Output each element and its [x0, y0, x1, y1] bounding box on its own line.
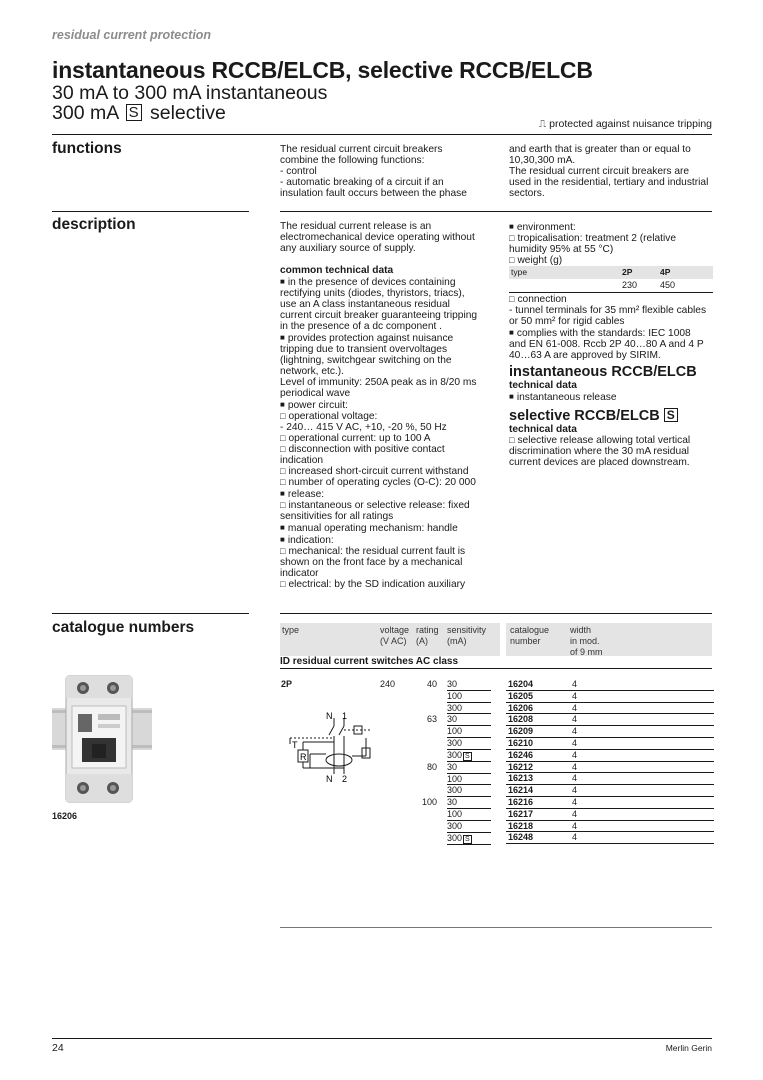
text-line-content: environment:: [516, 222, 576, 233]
text-line-content: power circuit:: [287, 400, 348, 411]
sensitivity-cell: [447, 808, 491, 820]
text-line-content: current circuit breaker guaranteeing tripping: [280, 310, 478, 321]
text-line: insulation fault occurs between the phase: [280, 188, 467, 199]
description-label: description: [52, 216, 136, 233]
rating-cell: [410, 773, 447, 785]
description-col2: [509, 221, 714, 468]
connection-list: [509, 294, 714, 361]
width-cell: 4: [572, 820, 714, 832]
filled-square-bullet-icon: [280, 400, 288, 411]
text-line-content: provides protection against nuisance: [287, 333, 454, 344]
divider-description-right: [280, 211, 712, 212]
diagram-label-n-bottom: N: [326, 774, 333, 784]
rating-cell: [410, 820, 447, 832]
text-line-content: release:: [287, 489, 325, 500]
text-line-content: and EN 61-008. Rccb 2P 40…80 A and 4 P: [509, 339, 704, 350]
nuisance-note: [539, 118, 712, 131]
selective-title: [509, 408, 714, 424]
text-line-content: sensitivities for all ratings: [280, 511, 394, 522]
sensitivity-cell: [447, 761, 491, 773]
rating-cell: [410, 749, 447, 761]
text-line: [280, 534, 502, 546]
sensitivity-value: 300: [447, 832, 463, 843]
text-line: [509, 446, 714, 457]
text-line-content: discrimination where the 30 mA residual: [509, 446, 690, 457]
width-cell: 4: [572, 726, 714, 738]
width-cell: 4: [572, 808, 714, 820]
text-line: [280, 579, 502, 590]
table-row: [506, 749, 714, 761]
table-row: [506, 761, 714, 773]
catalogue-header-right: [506, 623, 712, 656]
text-line: [509, 294, 714, 305]
subtitle-selective-label: selective: [150, 102, 226, 124]
common-data-title: common technical data: [280, 265, 394, 276]
selective-title-text: selective RCCB/ELCB: [509, 408, 660, 424]
weight-header-4p: 4P: [660, 267, 671, 277]
weight-value-4p: 450: [659, 279, 713, 293]
text-line: 10,30,300 mA.: [509, 155, 576, 166]
text-line-content: - 240… 415 V AC, +10, -20 %, 50 Hz: [280, 422, 447, 433]
width-cell: 4: [572, 679, 714, 690]
rating-cell: [410, 832, 447, 844]
sensitivity-cell: [447, 714, 491, 726]
text-line-content: use an A class instantaneous residual: [280, 299, 450, 310]
sensitivity-value: 300: [447, 749, 463, 760]
text-line-content: selective release allowing total vertical: [517, 435, 691, 446]
text-line: and earth that is greater than or equal to: [509, 144, 691, 155]
text-line: combine the following functions:: [280, 155, 425, 166]
sensitivity-value: 300: [447, 737, 463, 748]
divider-description-left: [52, 211, 249, 212]
table-row: [410, 749, 491, 761]
sensitivity-cell: [447, 797, 491, 809]
functions-label: functions: [52, 140, 122, 157]
text-line: [280, 433, 502, 444]
divider-catalogue-left: [52, 613, 249, 614]
nuisance-text: protected against nuisance tripping: [549, 118, 712, 130]
text-line: [509, 233, 714, 244]
subtitle-value: 300 mA: [52, 102, 119, 124]
header-voltage: [380, 625, 409, 647]
text-line: [509, 221, 714, 233]
selective-s-mark: S: [126, 104, 142, 121]
text-line: [280, 310, 502, 321]
text-line: any auxiliary source of supply.: [280, 243, 416, 254]
filled-square-bullet-icon: [280, 277, 288, 288]
group-title-underline: [280, 668, 712, 669]
text-line: [280, 377, 502, 388]
text-line: [509, 255, 714, 266]
text-line: The residual current circuit breakers: [280, 144, 443, 155]
rating-cell: [410, 702, 447, 714]
description-col1: [280, 221, 502, 590]
section-title: residual current protection: [52, 28, 212, 42]
header-width: [570, 625, 603, 658]
text-line: [280, 321, 502, 332]
table-row: [410, 761, 491, 773]
instantaneous-technical-data: technical data: [509, 380, 577, 391]
text-line-content: or 50 mm² for rigid cables: [509, 316, 625, 327]
table-row: [506, 726, 714, 738]
text-line-content: complies with the standards: IEC 1008: [516, 328, 691, 339]
weight-value-2p: 230: [621, 279, 659, 293]
table-row: [410, 832, 491, 844]
table-row: [410, 714, 491, 726]
table-row: [410, 737, 491, 749]
text-line: [509, 339, 714, 350]
functions-col2: [509, 144, 719, 199]
nuisance-wave-icon: ⎍: [538, 118, 547, 130]
sensitivity-value: 300: [447, 785, 463, 796]
catalogue-number-cell: 16246: [506, 749, 572, 761]
rating-cell: 100: [421, 797, 437, 808]
header-catalogue-unit: number: [510, 636, 541, 646]
text-line-content: tropicalisation: treatment 2 (relative: [517, 233, 676, 244]
rating-sensitivity-table: [410, 679, 491, 845]
text-line-content: indication: [280, 455, 324, 466]
text-line: [280, 522, 502, 534]
text-line-content: rectifying units (diodes, thyristors, triacs),: [280, 288, 465, 299]
text-line-content: humidity 95% at 55 °C): [509, 244, 614, 255]
weight-header-2p: 2P: [622, 267, 633, 277]
text-line: [280, 466, 502, 477]
group-title: ID residual current switches AC class: [280, 656, 459, 667]
sensitivity-value: 300: [447, 820, 463, 831]
width-cell: 4: [572, 714, 714, 726]
text-line-content: number of operating cycles (O-C): 20 000: [288, 477, 476, 488]
text-line: The residual current circuit breakers are: [509, 166, 690, 177]
text-line-content: indicator: [280, 568, 319, 579]
sensitivity-value: 100: [447, 808, 463, 819]
table-row: [410, 773, 491, 785]
text-line: [280, 276, 502, 288]
text-line-content: operational current: up to 100 A: [288, 433, 431, 444]
sensitivity-cell: [447, 679, 491, 690]
width-cell: 4: [572, 785, 714, 797]
text-line: The residual current release is an: [280, 221, 432, 232]
text-line-content: - tunnel terminals for 35 mm² flexible cables: [509, 305, 707, 316]
text-line: [280, 411, 502, 422]
text-line: electromechanical device operating without: [280, 232, 475, 243]
catalogue-number-cell: 16213: [506, 773, 572, 785]
table-row: [506, 702, 714, 714]
table-row: [410, 797, 491, 809]
catalogue-number-cell: 16206: [506, 702, 572, 714]
text-line-content: disconnection with positive contact: [288, 444, 445, 455]
table-row: [410, 808, 491, 820]
catalogue-label: catalogue numbers: [52, 619, 195, 636]
catalogue-number-cell: 16216: [506, 796, 572, 808]
text-line: [280, 511, 502, 522]
filled-square-bullet-icon: [280, 535, 288, 546]
table-row: [506, 785, 714, 797]
text-line: [280, 399, 502, 411]
diagram-label-t: T: [292, 740, 298, 750]
diagram-label-n-top: N: [326, 711, 333, 721]
weight-value-type: [509, 279, 621, 293]
header-width-unit: in mod.: [570, 636, 600, 646]
rccb-product-image: [52, 670, 152, 805]
footer-divider: [52, 1038, 712, 1039]
wiring-diagram-svg: [282, 708, 388, 784]
text-line: [280, 355, 502, 366]
bullet-icon: [509, 392, 517, 403]
text-line: [280, 477, 502, 488]
text-line-content: tripping due to transient overvoltages: [280, 344, 448, 355]
sensitivity-cell: [447, 702, 491, 714]
text-line: [280, 557, 502, 568]
rating-cell: [410, 726, 447, 738]
text-line-content: network, etc.).: [280, 366, 344, 377]
table-row: [506, 773, 714, 785]
text-line: - control: [280, 166, 317, 177]
divider-catalogue-end: [280, 927, 712, 928]
selective-s-icon: S: [465, 835, 470, 843]
text-line: [280, 444, 502, 455]
selective-s-icon: S: [465, 752, 470, 760]
page-number: 24: [52, 1042, 64, 1054]
text-line-content: weight (g): [517, 255, 563, 266]
sensitivity-cell: [447, 820, 491, 832]
header-width-unit2: of 9 mm: [570, 647, 603, 657]
brand-name: Merlin Gerin: [665, 1043, 712, 1053]
rating-cell: 63: [426, 714, 437, 725]
text-line: [280, 568, 502, 579]
text-line-content: current devices are placed downstream.: [509, 457, 690, 468]
text-line: [280, 332, 502, 344]
text-line-content: in the presence of a dc component .: [280, 321, 442, 332]
table-row: [410, 820, 491, 832]
rating-cell: [410, 785, 447, 797]
sensitivity-value: 300: [447, 702, 463, 713]
text-line: [509, 316, 714, 327]
table-row: [506, 737, 714, 749]
width-cell: 4: [572, 773, 714, 785]
sensitivity-cell: [447, 737, 491, 749]
header-type: type: [282, 625, 300, 635]
table-row: [410, 702, 491, 714]
subtitle-instantaneous: 30 mA to 300 mA instantaneous: [52, 82, 328, 104]
rating-cell: [410, 808, 447, 820]
sensitivity-cell: [447, 726, 491, 738]
catalogue-number-cell: 16209: [506, 726, 572, 738]
text-line-content: mechanical: the residual current fault is: [288, 546, 466, 557]
width-cell: 4: [572, 690, 714, 702]
header-catalogue: [510, 625, 549, 647]
text-line: [280, 344, 502, 355]
divider-catalogue-right: [280, 613, 712, 614]
text-line: [509, 327, 714, 339]
text-line: sectors.: [509, 188, 545, 199]
filled-square-bullet-icon: [509, 328, 517, 339]
width-cell: 4: [572, 796, 714, 808]
product-image-caption: 16206: [52, 811, 78, 821]
catalogue-number-cell: 16214: [506, 785, 572, 797]
sensitivity-cell: [447, 690, 491, 702]
catalogue-number-cell: 16210: [506, 737, 572, 749]
text-line-content: in the presence of devices containing: [287, 277, 456, 288]
text-line: [280, 288, 502, 299]
catalogue-rows-left: [410, 679, 491, 845]
table-row: [506, 796, 714, 808]
catalogue-number-cell: 16208: [506, 714, 572, 726]
weight-header-type: type: [511, 267, 528, 277]
catalogue-rows-right: [506, 679, 714, 844]
text-line-content: operational voltage:: [288, 411, 378, 422]
rccb-product-photo: [52, 670, 152, 805]
text-line: [509, 457, 714, 468]
catalogue-number-cell: 16205: [506, 690, 572, 702]
text-line: [509, 244, 714, 255]
table-row: [506, 679, 714, 690]
text-line-content: electrical: by the SD indication auxiliary: [288, 579, 466, 590]
text-line-content: periodical wave: [280, 388, 351, 399]
text-line-content: instantaneous or selective release: fixed: [288, 500, 470, 511]
header-sensitivity: [447, 625, 486, 647]
text-line: [280, 366, 502, 377]
header-voltage-unit: (V AC): [380, 636, 407, 646]
catalogue-number-cell: 16248: [506, 832, 572, 844]
catalogue-number-cell: 16204: [506, 679, 572, 690]
rating-cell: 40: [426, 679, 437, 690]
text-line-content: connection: [517, 294, 567, 305]
table-row: [410, 690, 491, 702]
text-line: [509, 350, 714, 361]
table-row: [506, 714, 714, 726]
catalogue-voltage: 240: [380, 679, 396, 689]
rating-cell: [410, 737, 447, 749]
text-line: [280, 546, 502, 557]
selective-technical-data: technical data: [509, 424, 577, 435]
filled-square-bullet-icon: [280, 523, 288, 534]
rating-cell: [410, 690, 447, 702]
wiring-diagram: [282, 708, 388, 784]
catalogue-number-cell: 16217: [506, 808, 572, 820]
catalogue-number-table: [506, 679, 714, 844]
table-row: [506, 832, 714, 844]
text-line: [509, 305, 714, 316]
header-voltage-label: voltage: [380, 625, 410, 635]
sensitivity-cell: [447, 749, 491, 761]
text-line: [280, 299, 502, 310]
weight-table: [509, 266, 713, 293]
diagram-label-2: 2: [342, 774, 348, 784]
instantaneous-item-text: instantaneous release: [516, 392, 617, 403]
width-cell: 4: [572, 761, 714, 773]
text-line: [280, 422, 502, 433]
table-row: [506, 808, 714, 820]
sensitivity-value: 30: [447, 714, 458, 725]
text-line: [280, 388, 502, 399]
table-row: [410, 679, 491, 690]
text-line: [280, 488, 502, 500]
text-line-content: indication:: [287, 535, 334, 546]
rating-cell: 80: [426, 761, 437, 772]
description-intro: [280, 221, 502, 254]
subtitle-selective: [52, 103, 226, 124]
functions-col1: [280, 144, 500, 199]
header-sensitivity-unit: (mA): [447, 636, 467, 646]
filled-square-bullet-icon: [280, 333, 288, 344]
text-line-content: increased short-circuit current withstand: [288, 466, 469, 477]
sensitivity-cell: [447, 832, 491, 844]
text-line-content: (lightning, switchgear switching on the: [280, 355, 452, 366]
width-cell: 4: [572, 832, 714, 844]
instantaneous-item: [509, 391, 714, 403]
header-sensitivity-label: sensitivity: [447, 625, 487, 635]
width-cell: 4: [572, 737, 714, 749]
selective-list: [509, 435, 714, 468]
header-rating-label: rating: [416, 625, 439, 635]
table-row: [410, 726, 491, 738]
catalogue-type: 2P: [281, 679, 293, 689]
table-row: [410, 785, 491, 797]
text-line-content: Level of immunity: 250A peak as in 8/20 ms: [280, 377, 477, 388]
text-line: [280, 455, 502, 466]
header-width-label: width: [570, 625, 592, 635]
diagram-label-r: R: [300, 752, 307, 762]
common-data-list: [280, 276, 502, 590]
instantaneous-title: instantaneous RCCB/ELCB: [509, 364, 697, 380]
filled-square-bullet-icon: [280, 489, 288, 500]
text-line-content: 40…63 A are approved by SIRIM.: [509, 350, 661, 361]
text-line: [509, 435, 714, 446]
text-line-content: manual operating mechanism: handle: [287, 523, 458, 534]
catalogue-number-cell: 16212: [506, 761, 572, 773]
sensitivity-value: 30: [447, 761, 458, 772]
header-rating: [416, 625, 439, 647]
sensitivity-value: 30: [447, 797, 458, 808]
sensitivity-value: 100: [447, 773, 463, 784]
sensitivity-cell: [447, 785, 491, 797]
filled-square-bullet-icon: [509, 222, 517, 233]
header-catalogue-label: catalogue: [510, 625, 550, 635]
sensitivity-value: 100: [447, 690, 463, 701]
text-line: used in the residential, tertiary and industrial: [509, 177, 709, 188]
sensitivity-cell: [447, 773, 491, 785]
divider-top: [52, 134, 712, 135]
sensitivity-value: 30: [447, 679, 458, 689]
text-line-content: shown on the front face by a mechanical: [280, 557, 463, 568]
table-row: [506, 690, 714, 702]
header-rating-unit: (A): [416, 636, 428, 646]
text-line: - automatic breaking of a circuit if an: [280, 177, 444, 188]
width-cell: 4: [572, 702, 714, 714]
text-line: [280, 500, 502, 511]
catalogue-header-left: [280, 623, 500, 656]
diagram-label-1: 1: [342, 711, 348, 721]
page-title: instantaneous RCCB/ELCB, selective RCCB/ELCB: [52, 57, 593, 83]
selective-s-mark-small: S: [664, 408, 678, 422]
catalogue-number-cell: 16218: [506, 820, 572, 832]
table-row: [506, 820, 714, 832]
width-cell: 4: [572, 749, 714, 761]
environment-list: [509, 221, 714, 266]
sensitivity-value: 100: [447, 726, 463, 737]
